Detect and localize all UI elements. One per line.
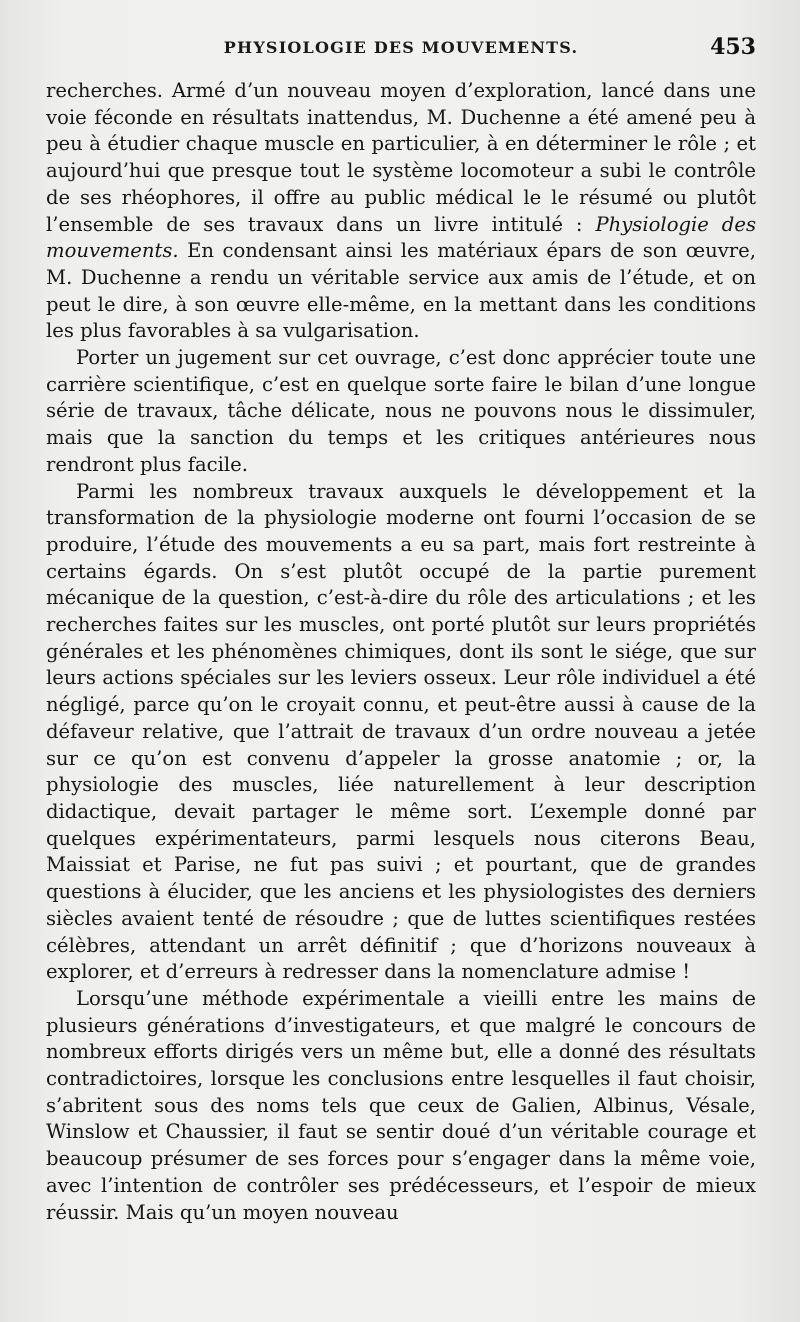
paragraph-2: Porter un jugement sur cet ouvrage, c’est donc apprécier toute une carrière scientifique, c’est en quelque sorte faire le bilan d’une longue série de travaux, tâche délicate, nous ne pouvons nous le dissimuler, mais que la sanction du temps et les critiques antérieures nous rendront plus facile. xyxy=(46,346,756,476)
paragraph-3: Parmi les nombreux travaux auxquels le développement et la transformation de la physiologie moderne ont fourni l’occasion de se produire, l’étude des mouvements a eu sa part, mais fort restreinte à certains égards. On s’est plutôt occupé de la partie purement mécanique de la question, c’est-à-dire du rôle des articulations ; et les recherches faites sur les muscles, ont porté plutôt sur leurs propriétés générales et les phénomènes chimiques, dont ils sont le siége, que sur leurs actions spéciales sur les leviers osseux. Leur rôle individuel a été négligé, parce qu’on le croyait connu, et peut-être aussi à cause de la défaveur relative, que l’attrait de travaux d’un ordre nouveau a jetée sur ce qu’on est convenu d’appeler la grosse anatomie ; or, la physiologie des muscles, liée naturellement à leur description didactique, devait partager le même sort. L’exemple donné par quelques expérimentateurs, parmi lesquels nous citerons Beau, Maissiat et Parise, ne fut pas suivi ; et pourtant, que de grandes questions à élucider, que les anciens et les physiologistes des derniers siècles avaient tenté de résoudre ; que de luttes scientifiques restées célèbres, attendant un arrêt définitif ; que d’horizons nouveaux à explorer, et d’erreurs à redresser dans la nomenclature admise ! xyxy=(46,479,756,984)
running-title: PHYSIOLOGIE DES MOUVEMENTS. xyxy=(223,38,579,57)
paragraph-1-text-b: En condensant ainsi les matériaux épars de son œuvre, M. Duchenne a rendu un véritable service aux amis de l’étude, et on peut le dire, à son œuvre elle-même, en la mettant dans les conditions les plus favorables à sa vulgarisation. xyxy=(46,239,756,343)
paragraph-1-text-a: recherches. Armé d’un nouveau moyen d’exploration, lancé dans une voie féconde en résultats inattendus, M. Duchenne a été amené peu à peu à étudier chaque muscle en particulier, à en déterminer le rôle ; et aujourd’hui que presque tout le système locomoteur a subi le contrôle de ses rhéophores, il offre au public médical le le résumé ou plutôt l’ensemble de ses travaux dans un livre intitulé : xyxy=(46,79,756,236)
book-title: Physiologie des mouvements. xyxy=(46,212,757,263)
body-text xyxy=(46,78,756,1226)
page-number: 453 xyxy=(710,34,756,60)
running-head xyxy=(46,32,756,78)
paragraph-1 xyxy=(46,78,756,345)
paragraph-4: Lorsqu’une méthode expérimentale a vieilli entre les mains de plusieurs générations d’investigateurs, et que malgré le concours de nombreux efforts dirigés vers un même but, elle a donné des résultats contradictoires, lorsque les conclusions entre lesquelles il faut choisir, s’abritent sous des noms tels que ceux de Galien, Albinus, Vésale, Winslow et Chaussier, il faut se sentir doué d’un véritable courage et beaucoup présumer de ses forces pour s’engager dans la même voie, avec l’intention de contrôler ses prédécesseurs, et l’espoir de mieux réussir. Mais qu’un moyen nouveau xyxy=(46,986,756,1224)
